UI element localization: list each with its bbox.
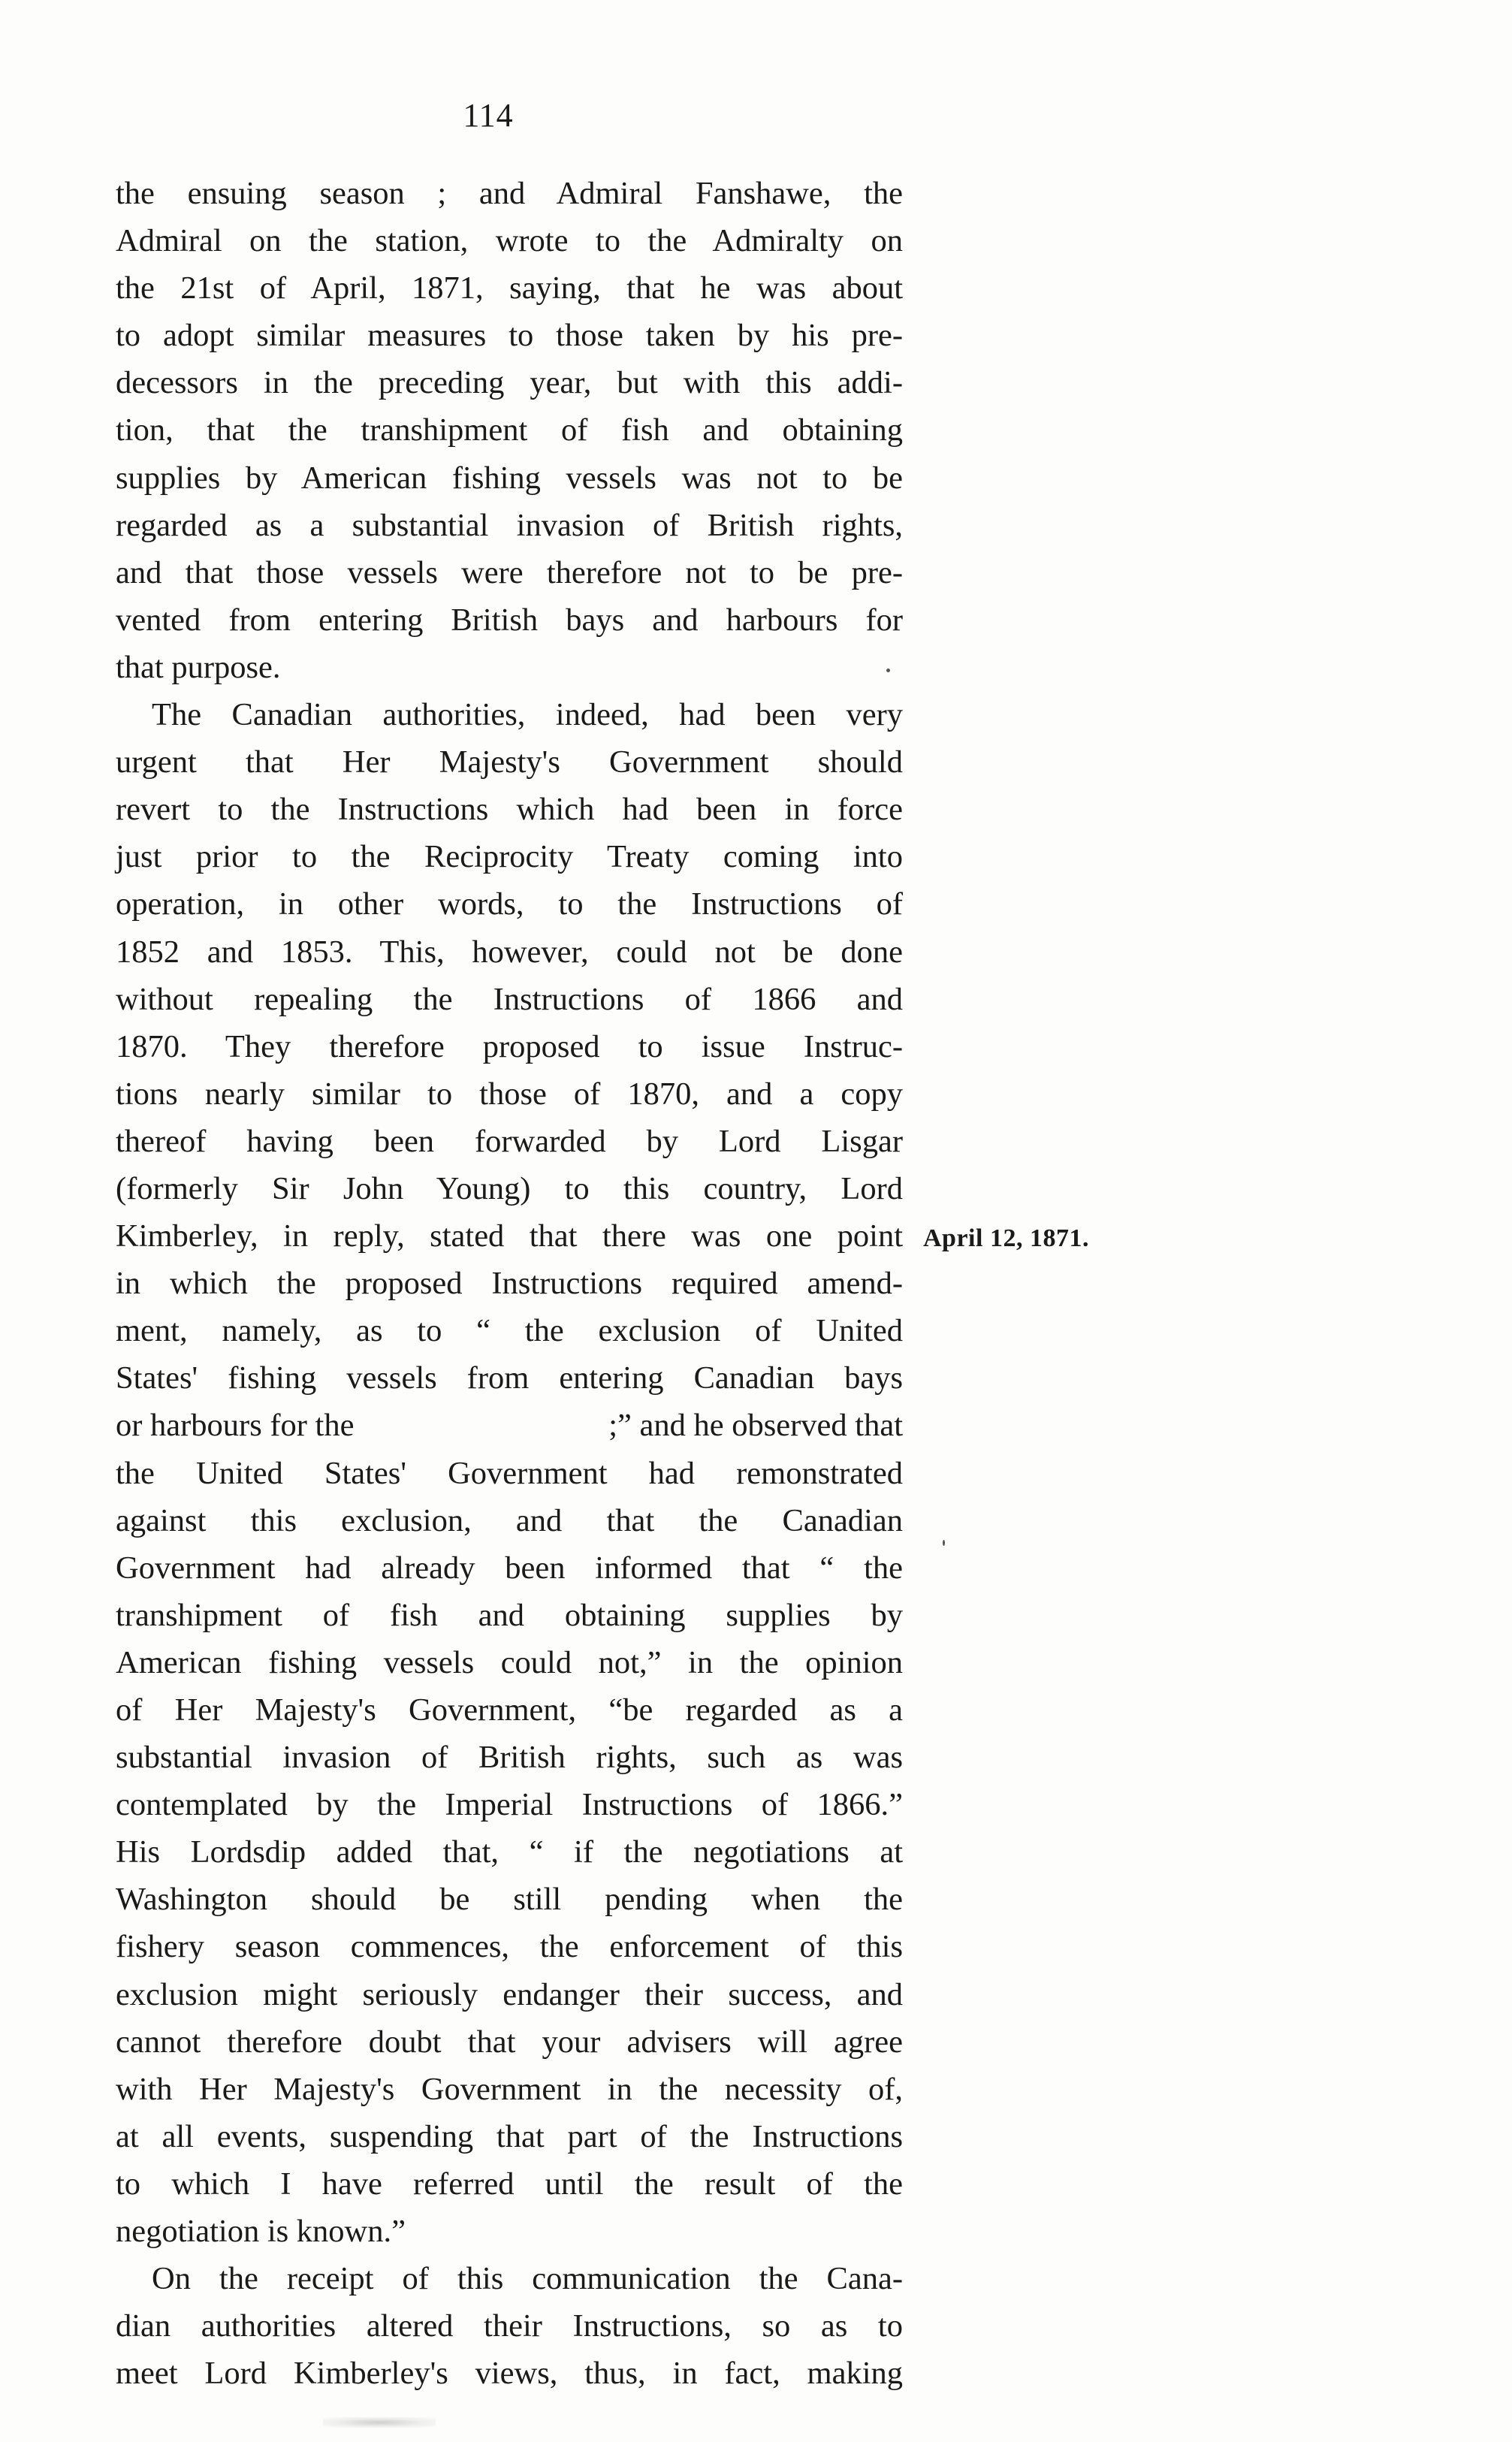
text-line — [116, 1402, 903, 1449]
text-line: the ensuing season ; and Admiral Fanshawe, the — [116, 176, 903, 211]
text-line: negotiation is known.” — [116, 2214, 406, 2250]
text-line: without repealing the Instructions of 1866 and — [116, 981, 903, 1017]
text-line: The Canadian authorities, indeed, had been very — [152, 697, 903, 733]
text-line: to adopt similar measures to those taken by his pre- — [116, 318, 903, 354]
text-line: the United States' Government had remonstrated — [116, 1455, 903, 1491]
text-line: against this exclusion, and that the Canadian — [116, 1502, 903, 1538]
text-line: vented from entering British bays and harbours for — [116, 602, 903, 638]
text-line: Kimberley, in reply, stated that there was one point — [116, 1218, 903, 1254]
text-line: that purpose. — [116, 649, 281, 685]
text-line: contemplated by the Imperial Instructions of 1866.” — [116, 1787, 903, 1823]
text-line: to which I have referred until the result of the — [116, 2166, 903, 2202]
text-line: and that those vessels were therefore not to be pre- — [116, 554, 903, 590]
text-line: tions nearly similar to those of 1870, and a copy — [116, 1076, 903, 1112]
text-line: decessors in the preceding year, but with this addi- — [116, 365, 903, 401]
text-line: exclusion might seriously endanger their success, and — [116, 1976, 903, 2012]
text-line: His Lordsdip added that, “ if the negotiations at — [116, 1834, 903, 1870]
ink-smudge — [323, 2417, 436, 2428]
text-line: of Her Majesty's Government, “be regarded as a — [116, 1692, 903, 1728]
ink-speck — [943, 1540, 945, 1546]
text-line: thereof having been forwarded by Lord Lisgar — [116, 1123, 903, 1159]
text-line: dian authorities altered their Instructions, so as to — [116, 2308, 903, 2344]
text-line: Government had already been informed that “ the — [116, 1550, 903, 1586]
text-line: Admiral on the station, wrote to the Admiralty on — [116, 223, 903, 259]
text-line: tion, that the transhipment of fish and obtaining — [116, 412, 903, 448]
page-number: 114 — [463, 97, 514, 134]
text-line: transhipment of fish and obtaining supplies by — [116, 1597, 903, 1633]
text-line-part: or harbours for the — [116, 1408, 355, 1444]
text-line: revert to the Instructions which had been in force — [116, 792, 903, 828]
text-line: regarded as a substantial invasion of British rights, — [116, 507, 903, 543]
text-line: Washington should be still pending when the — [116, 1882, 903, 1918]
text-line: meet Lord Kimberley's views, thus, in fact, making — [116, 2356, 903, 2392]
text-line: substantial invasion of British rights, such as was — [116, 1740, 903, 1776]
text-line: at all events, suspending that part of the Instructions — [116, 2118, 903, 2154]
margin-note-date: April 12, 1871. — [923, 1224, 1089, 1252]
text-line-part: ;” and he observed that — [608, 1408, 903, 1444]
text-line: just prior to the Reciprocity Treaty coming into — [116, 839, 903, 875]
text-line: 1870. They therefore proposed to issue Instruc- — [116, 1028, 903, 1064]
text-line: fishery season commences, the enforcement of this — [116, 1929, 903, 1965]
text-line: urgent that Her Majesty's Government should — [116, 744, 903, 780]
body-text — [116, 170, 903, 2397]
ink-speck — [886, 669, 890, 672]
text-line: (formerly Sir John Young) to this country, Lord — [116, 1170, 903, 1206]
text-line: American fishing vessels could not,” in the opinion — [116, 1644, 903, 1680]
text-line: 1852 and 1853. This, however, could not be done — [116, 934, 903, 970]
text-line: States' fishing vessels from entering Canadian bays — [116, 1360, 903, 1396]
text-line: in which the proposed Instructions required amend- — [116, 1266, 903, 1302]
text-line: operation, in other words, to the Instructions of — [116, 886, 903, 922]
text-line: On the receipt of this communication the Cana- — [152, 2261, 903, 2297]
text-line: cannot therefore doubt that your advisers will agree — [116, 2024, 903, 2060]
text-line: supplies by American fishing vessels was not to be — [116, 460, 903, 496]
text-line: with Her Majesty's Government in the necessity of, — [116, 2071, 903, 2107]
blank-gap — [354, 1402, 608, 1449]
text-line: ment, namely, as to “ the exclusion of United — [116, 1313, 903, 1349]
text-line: the 21st of April, 1871, saying, that he was about — [116, 270, 903, 306]
